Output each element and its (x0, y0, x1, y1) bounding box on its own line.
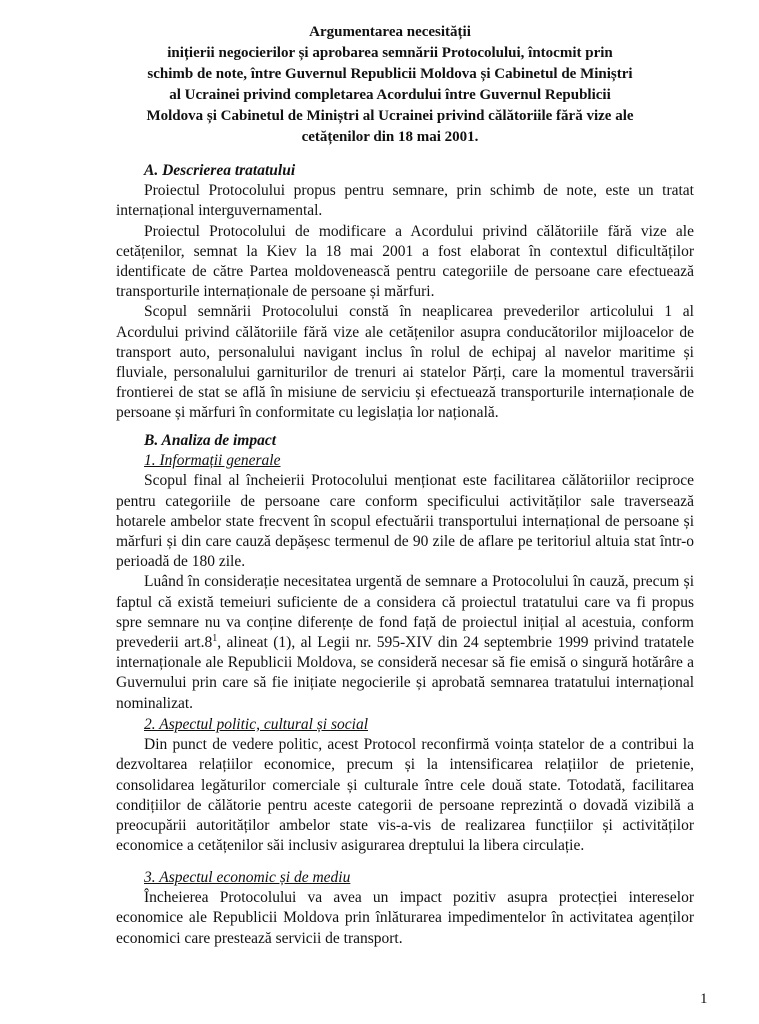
superscript: 1 (212, 632, 218, 644)
paragraph-text: , alineat (1), al Legii nr. 595-XIV din 24 septembrie 1999 privind tratatele internaționale ale Republicii Moldova, se consideră necesar să fie emisă o singură hotărâre a Guvernului prin care să fie inițiate negocierile și aprobată semnarea tratatului internațional nominalizat. (116, 634, 694, 712)
section-b-economic (116, 868, 694, 949)
page-number: 1 (700, 991, 708, 1007)
paragraph: Scopul semnării Protocolului constă în neaplicarea prevederilor articolului 1 al Acordului privind călătoriile fără vize ale cetățenilor asupra conducătorilor mijloacelor de transport auto, personalului navigant inclus în rolul de echipaj al navelor maritime și fluviale, personalului garniturilor de trenuri ai statelor Părți, care la momentul traversării frontierei de stat se află în misiune de serviciu și efectuează transporturile internaționale de persoane și mărfuri în conformitate cu legislația lor națională. (116, 303, 694, 422)
section-b-politic (116, 715, 694, 856)
title-line: Argumentarea necesității (309, 24, 471, 40)
subsection-heading: 1. Informații generale (144, 452, 281, 470)
paragraph (116, 572, 694, 713)
subsection-heading: 2. Aspectul politic, cultural și social (144, 716, 369, 733)
paragraph: Încheierea Protocolului va avea un impact pozitiv asupra protecției intereselor economice ale Republicii Moldova prin înlăturarea impedimentelor în activitatea agenților economici care prestează servicii de transport. (116, 889, 694, 947)
subsection-heading: 3. Aspectul economic și de mediu (144, 869, 351, 886)
paragraph: Proiectul Protocolului de modificare a Acordului privind călătoriile fără vize ale cetățenilor, semnat la Kiev la 18 mai 2001 a fost elaborat în contextul dificultăților identificate de către Partea moldovenească pentru categoriile de persoane care efectuează transporturile internaționale de persoane și mărfuri. (116, 222, 694, 301)
title-line: inițierii negocierilor și aprobarea semnării Protocolului, întocmit prin (167, 45, 613, 61)
paragraph: Din punct de vedere politic, acest Protocol reconfirmă voința statelor de a contribui la dezvoltarea relațiilor economice, precum și la intensificarea relațiilor de prietenie, consolidarea legăturilor comerciale și culturale între cele două state. Totodată, facilitarea condițiilor de călătorie pentru aceste categorii de persoane reprezintă o dovadă vizibilă a preocupării autorităților ambelor state vis-a-vis de realizarea funcțiilor și activităților economice a cetățenilor săi inclusiv asigurarea dreptului la libera circulație. (116, 736, 694, 855)
title-line: Moldova și Cabinetul de Miniștri al Ucrainei privind călătoriile fără vize ale (146, 108, 634, 124)
paragraph: Scopul final al încheierii Protocolului menționat este facilitarea călătoriilor reciproce pentru categoriile de persoane care conform specificului activităților sale traversează hotarele ambelor state frecvent în scopul efectuării transportului internațional de persoane și mărfuri și din care cauză depășesc termenul de 90 zile de aflare pe teritoriul altuia stat într-o perioadă de 180 zile. (116, 472, 694, 571)
title-line: al Ucrainei privind completarea Acordului între Guvernul Republicii (169, 87, 611, 103)
paragraph: Proiectul Protocolului propus pentru semnare, prin schimb de note, este un tratat internațional interguvernamental. (116, 182, 694, 220)
section-b (116, 431, 694, 714)
title-line: cetățenilor din 18 mai 2001. (301, 129, 479, 145)
paragraph-text: Luând în considerație necesitatea urgentă de semnare a Protocolului în cauză, precum și faptul că există temeiuri suficiente de a considera că proiectul tratatului care va fi propus spre semnare nu va conține diferențe de fond față de proiectul inițial al acestuia, conform prevederii art.8 (116, 573, 694, 652)
section-b-heading: B. Analiza de impact (144, 432, 277, 449)
title-line: schimb de note, între Guvernul Republicii Moldova și Cabinetul de Miniștri (147, 66, 633, 82)
section-a (116, 161, 694, 424)
section-a-heading: A. Descrierea tratatului (144, 162, 296, 179)
document-title (100, 22, 680, 148)
